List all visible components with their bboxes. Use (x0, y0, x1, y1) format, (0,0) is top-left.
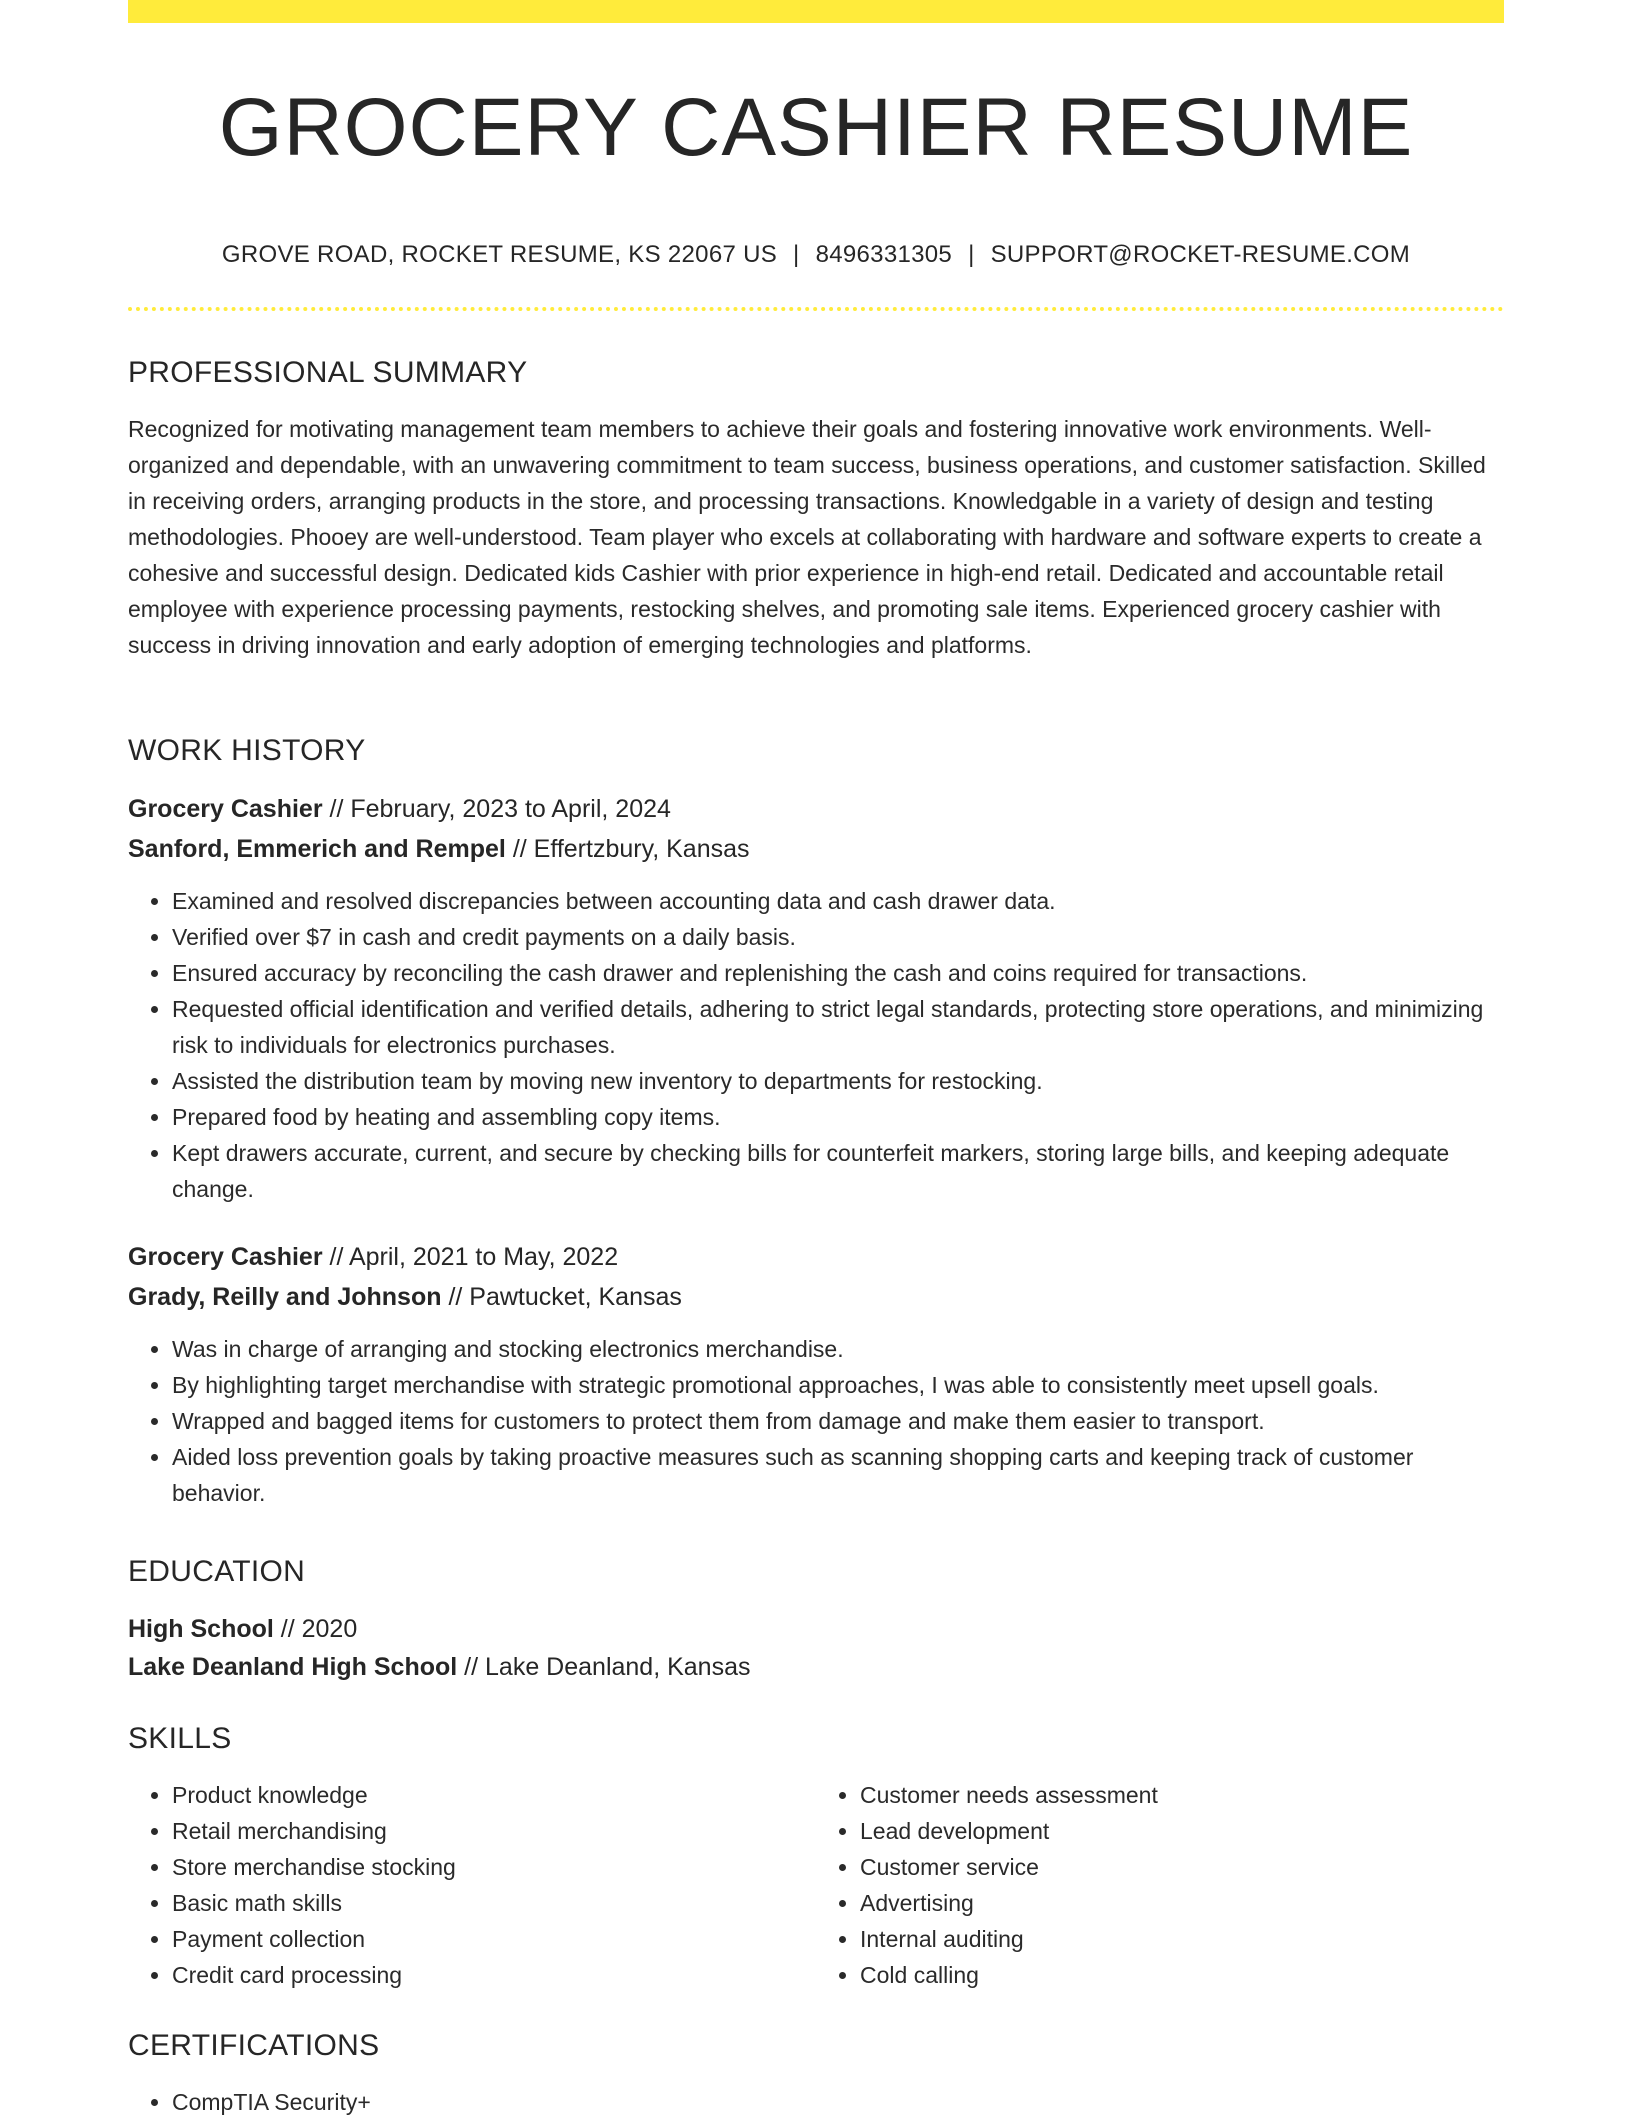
header-divider (128, 307, 1504, 311)
job-company: Grady, Reilly and Johnson (128, 1283, 442, 1311)
skills-list-right (816, 1777, 1504, 1993)
certification-item: • CompTIA Security+ (172, 2084, 1504, 2120)
job-bullets (128, 1331, 1504, 1511)
job-company: Sanford, Emmerich and Rempel (128, 835, 506, 863)
skill-item: • Lead development (860, 1813, 1504, 1849)
education-section (128, 1552, 1504, 1686)
work-history-heading: WORK HISTORY (128, 734, 366, 767)
job-location: // Pawtucket, Kansas (441, 1283, 682, 1311)
skill-item: • Retail merchandising (172, 1813, 816, 1849)
skill-item: • Basic math skills (172, 1885, 816, 1921)
skills-list-left (128, 1777, 816, 1993)
job-bullet: • Was in charge of arranging and stocking electronics merchandise. (172, 1331, 1504, 1367)
top-accent-bar (128, 0, 1504, 23)
education-heading: EDUCATION (128, 1555, 306, 1588)
job-company-line (128, 829, 1504, 869)
job-dates: // April, 2021 to May, 2022 (322, 1243, 619, 1271)
job-bullet: • Aided loss prevention goals by taking proactive measures such as scanning shopping carts and keeping track of customer behavior. (172, 1439, 1504, 1511)
summary-heading: PROFESSIONAL SUMMARY (128, 356, 528, 389)
job-dates: // February, 2023 to April, 2024 (322, 795, 671, 823)
skill-item: • Payment collection (172, 1921, 816, 1957)
job-bullets (128, 883, 1504, 1207)
job-bullet: • By highlighting target merchandise with strategic promotional approaches, I was able to consistently meet upsell goals. (172, 1367, 1504, 1403)
contact-separator: | (968, 241, 975, 268)
contact-phone: 8496331305 (815, 241, 953, 268)
education-school: Lake Deanland High School (128, 1653, 458, 1681)
job-bullet: • Prepared food by heating and assembling copy items. (172, 1099, 1504, 1135)
summary-text: Recognized for motivating management team members to achieve their goals and fostering innovative work environments. Well-organized and dependable, with an unwavering commitment to team success, business operations, and customer satisfaction. Skilled in receiving orders, arranging products in the store, and processing transactions. Knowledgable in a variety of design and testing methodologies. Phooey are well-understood. Team player who excels at collaborating with hardware and software experts to create a cohesive and successful design. Dedicated kids Cashier with prior experience in high-end retail. Dedicated and accountable retail employee with experience processing payments, restocking shelves, and promoting sale items. Experienced grocery cashier with success in driving innovation and early adoption of emerging technologies and platforms. (128, 416, 1486, 658)
skill-item: • Advertising (860, 1885, 1504, 1921)
contact-line (128, 238, 1504, 272)
skills-heading: SKILLS (128, 1722, 232, 1755)
skill-item: • Product knowledge (172, 1777, 816, 1813)
skill-item: • Customer service (860, 1849, 1504, 1885)
summary-section (128, 353, 1504, 663)
education-entry (128, 1610, 1504, 1686)
certifications-section (128, 2026, 1504, 2120)
job-entry (128, 1237, 1504, 1511)
certifications-heading: CERTIFICATIONS (128, 2029, 380, 2062)
skill-item: • Internal auditing (860, 1921, 1504, 1957)
job-title-line (128, 1237, 1504, 1277)
contact-email: SUPPORT@ROCKET-RESUME.COM (990, 241, 1411, 268)
education-school-line (128, 1648, 1504, 1686)
job-bullet: • Ensured accuracy by reconciling the cash drawer and replenishing the cash and coins required for transactions. (172, 955, 1504, 991)
resume-title: GROCERY CASHIER RESUME (218, 82, 1414, 173)
job-location: // Effertzbury, Kansas (505, 835, 750, 863)
education-year: // 2020 (273, 1615, 358, 1643)
job-bullet: • Assisted the distribution team by moving new inventory to departments for restocking. (172, 1063, 1504, 1099)
education-degree: High School (128, 1615, 274, 1643)
skills-columns (128, 1777, 1504, 1993)
education-degree-line (128, 1610, 1504, 1648)
job-bullet: • Requested official identification and verified details, adhering to strict legal standards, protecting store operations, and minimizing risk to individuals for electronics purchases. (172, 991, 1504, 1063)
job-entry (128, 789, 1504, 1207)
job-title-line (128, 789, 1504, 829)
job-bullet: • Wrapped and bagged items for customers to protect them from damage and make them easier to transport. (172, 1403, 1504, 1439)
skill-item: • Store merchandise stocking (172, 1849, 816, 1885)
job-bullet: • Verified over $7 in cash and credit payments on a daily basis. (172, 919, 1504, 955)
work-history-section (128, 731, 1504, 1511)
job-title: Grocery Cashier (128, 795, 323, 823)
job-title: Grocery Cashier (128, 1243, 323, 1271)
contact-address: GROVE ROAD, ROCKET RESUME, KS 22067 US (221, 241, 778, 268)
skill-item: • Credit card processing (172, 1957, 816, 1993)
education-location: // Lake Deanland, Kansas (457, 1653, 751, 1681)
skills-section (128, 1719, 1504, 1993)
skill-item: • Customer needs assessment (860, 1777, 1504, 1813)
job-company-line (128, 1277, 1504, 1317)
certifications-list (128, 2084, 1504, 2120)
contact-separator: | (793, 241, 800, 268)
job-bullet: • Kept drawers accurate, current, and secure by checking bills for counterfeit markers, storing large bills, and keeping adequate change. (172, 1135, 1504, 1207)
job-bullet: • Examined and resolved discrepancies between accounting data and cash drawer data. (172, 883, 1504, 919)
skill-item: • Cold calling (860, 1957, 1504, 1993)
